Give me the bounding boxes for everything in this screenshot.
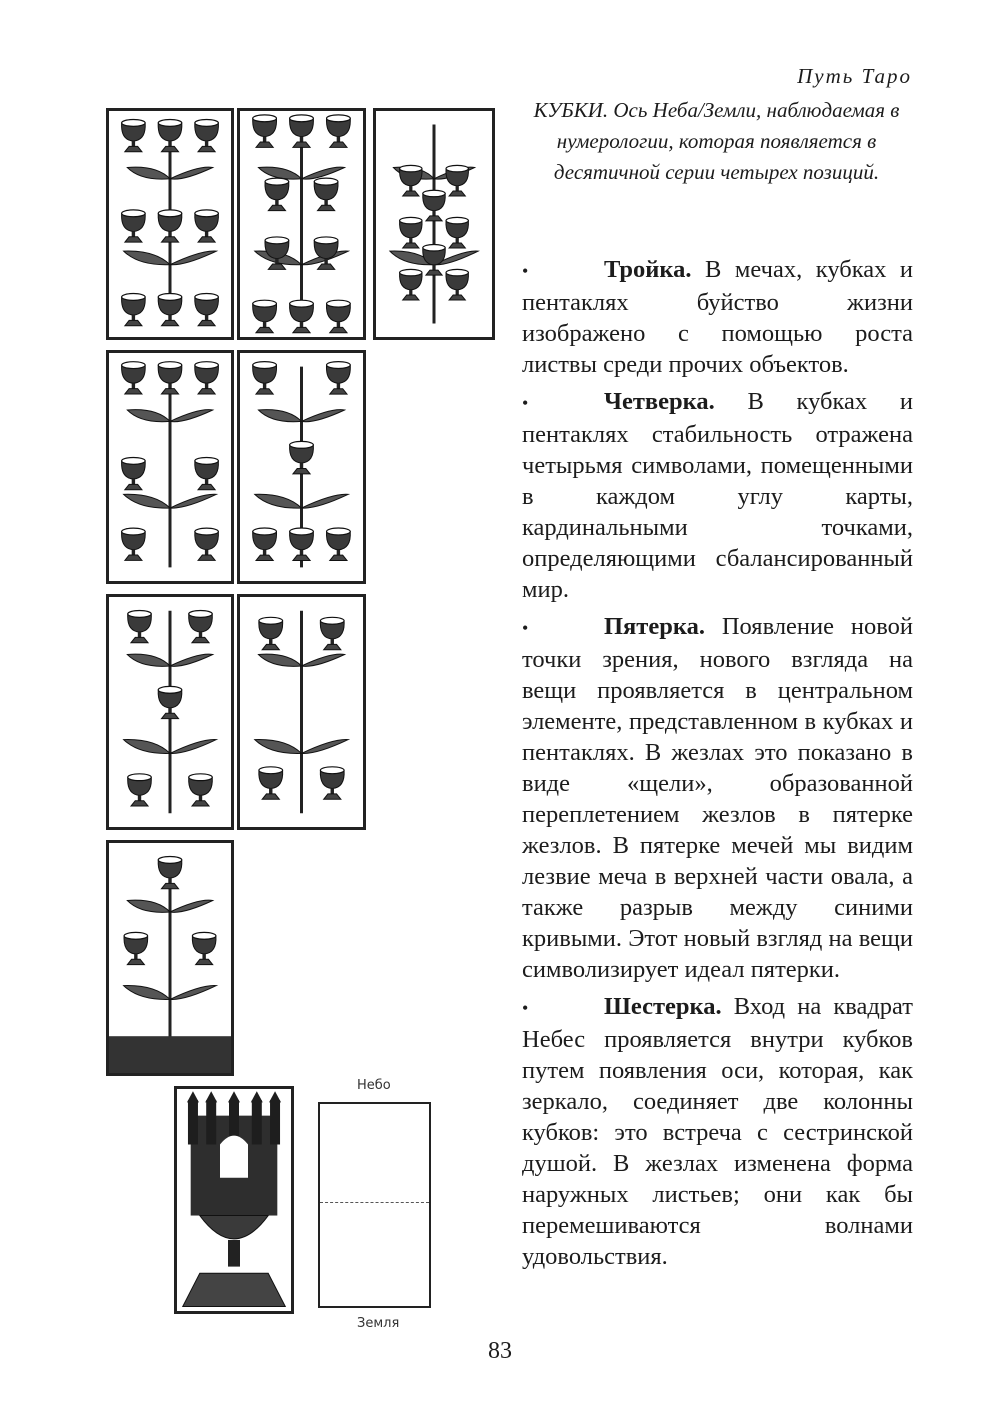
leaf-ornament	[302, 654, 345, 666]
cup-icon	[195, 120, 219, 152]
body-text	[522, 254, 913, 1278]
cup-icon	[128, 611, 152, 643]
cup-icon	[189, 774, 213, 806]
item-text: Появление новой точки зрения, нового взгляда на вещи проявляется в центральном элементе, представленном в кубках и пентаклях. В жезлах это показано в виде «щели», образованной переплетением жезлов в пятерке жезлов. В пятерке мечей мы видим лезвие меча в верхней части овала, а также разрыв между синими кривыми. Этот новый взгляд на вещи символизирует идеал пятерки.	[522, 613, 913, 983]
card-nine-cups	[106, 108, 234, 340]
cup-icon	[158, 362, 182, 394]
item-text: Вход на квадрат Небес проявляется внутри кубков путем появления оси, которая, как зеркало, соединяет две колонны кубков: это встреча с сестринской душой. В жезлах изменена форма наружных листьев; они как бы перемешиваются волнами удовольствия.	[522, 993, 913, 1270]
leaf-ornament	[302, 494, 349, 508]
item-term: Пятерка.	[604, 613, 705, 640]
leaf-ornament	[127, 410, 170, 422]
leaf-ornament	[255, 740, 302, 754]
cup-icon	[122, 362, 146, 394]
cup-icon	[158, 210, 182, 242]
cup-icon	[320, 617, 344, 650]
cup-icon	[326, 528, 350, 561]
cup-icon	[195, 457, 219, 489]
card-five-cups	[106, 594, 234, 830]
cup-icon	[189, 611, 213, 643]
list-item	[522, 254, 913, 380]
card-eight-cups	[373, 108, 495, 340]
cup-icon	[122, 294, 146, 326]
axis-divider	[320, 1202, 429, 1203]
item-term: Четверка.	[604, 388, 715, 415]
card-ten-cups	[237, 108, 366, 340]
cup-icon	[326, 300, 350, 333]
leaf-ornament	[127, 654, 170, 666]
cup-icon	[320, 767, 344, 800]
leaf-ornament	[127, 900, 170, 912]
card-seven-cups	[106, 350, 234, 584]
cup-icon	[158, 120, 182, 152]
cup-icon	[400, 217, 422, 248]
item-text: В кубках и пентаклях стабильность отражена четырьмя символами, помещенными в каждом углу карты, кардинальными точками, определяющими сбалансированный мир.	[522, 388, 913, 603]
cup-icon	[290, 300, 314, 333]
leaf-ornament	[258, 167, 301, 179]
leaf-ornament	[170, 494, 216, 508]
cup-icon	[423, 245, 445, 276]
cup-icon	[259, 767, 283, 800]
card-six-cups	[237, 350, 366, 584]
cup-icon	[253, 528, 277, 561]
page-number: 83	[488, 1338, 512, 1364]
cup-icon	[253, 115, 277, 148]
cup-icon	[158, 686, 182, 718]
diagram-bottom-label: Земля	[357, 1316, 400, 1331]
leaf-ornament	[255, 494, 302, 508]
bullet-icon: •	[522, 393, 529, 413]
diagram-top-label: Небо	[357, 1078, 391, 1093]
castle-cup-icon	[183, 1091, 286, 1306]
leaf-ornament	[124, 986, 170, 1000]
caption-lead: КУБКИ.	[533, 98, 609, 122]
leaf-ornament	[302, 410, 345, 422]
leaf-ornament	[124, 740, 170, 754]
leaf-ornament	[124, 494, 170, 508]
leaf-ornament	[170, 986, 216, 1000]
cup-icon	[400, 165, 422, 196]
leaf-ornament	[127, 167, 170, 179]
cup-icon	[195, 210, 219, 242]
cup-icon	[290, 115, 314, 148]
item-term: Тройка.	[604, 256, 692, 283]
cup-icon	[195, 362, 219, 394]
cup-icon	[265, 178, 289, 211]
running-title: Путь Таро	[797, 64, 912, 88]
cup-icon	[446, 217, 468, 248]
card-three-cups	[106, 840, 234, 1076]
cup-icon	[290, 441, 314, 474]
list-item	[522, 611, 913, 985]
list-item	[522, 386, 913, 605]
cup-icon	[192, 932, 216, 964]
leaf-ornament	[258, 654, 301, 666]
cup-icon	[400, 269, 422, 300]
cup-icon	[326, 115, 350, 148]
cup-icon	[124, 932, 148, 964]
cup-icon	[128, 774, 152, 806]
cup-icon	[253, 300, 277, 333]
bullet-icon: •	[522, 261, 529, 281]
bullet-icon: •	[522, 618, 529, 638]
item-text: В мечах, кубках и пентаклях буйство жизни изображено с помощью роста листвы среди прочих объектов.	[522, 256, 913, 378]
item-term: Шестерка.	[604, 993, 722, 1020]
leaf-ornament	[302, 167, 345, 179]
leaf-ornament	[170, 410, 213, 422]
cup-icon	[446, 269, 468, 300]
list-item	[522, 991, 913, 1272]
cup-icon	[314, 178, 338, 211]
cup-icon	[122, 528, 146, 560]
leaf-ornament	[302, 740, 349, 754]
leaf-ornament	[170, 740, 216, 754]
leaf-ornament	[170, 167, 213, 179]
ground-band	[109, 1036, 231, 1073]
bullet-icon: •	[522, 998, 529, 1018]
caption-text: Ось Неба/Земли, наблюдаемая в нумерологии, которая появляется в десятичной серии четырех позиций.	[553, 98, 900, 184]
figure-caption	[520, 95, 913, 188]
cup-icon	[253, 362, 277, 395]
axis-diagram	[318, 1102, 431, 1308]
cup-icon	[195, 528, 219, 560]
leaf-ornament	[170, 251, 216, 265]
cup-icon	[259, 617, 283, 650]
cup-icon	[446, 165, 468, 196]
cup-icon	[290, 528, 314, 561]
leaf-ornament	[170, 900, 213, 912]
card-ace-cups	[174, 1086, 294, 1314]
cup-icon	[314, 237, 338, 270]
card-four-cups	[237, 594, 366, 830]
cup-icon	[122, 457, 146, 489]
cup-icon	[423, 190, 445, 221]
cup-icon	[158, 857, 182, 889]
leaf-ornament	[258, 410, 301, 422]
cup-icon	[122, 120, 146, 152]
cup-icon	[122, 210, 146, 242]
leaf-ornament	[170, 654, 213, 666]
cup-icon	[158, 294, 182, 326]
cup-icon	[326, 362, 350, 395]
leaf-ornament	[124, 251, 170, 265]
cup-icon	[195, 294, 219, 326]
